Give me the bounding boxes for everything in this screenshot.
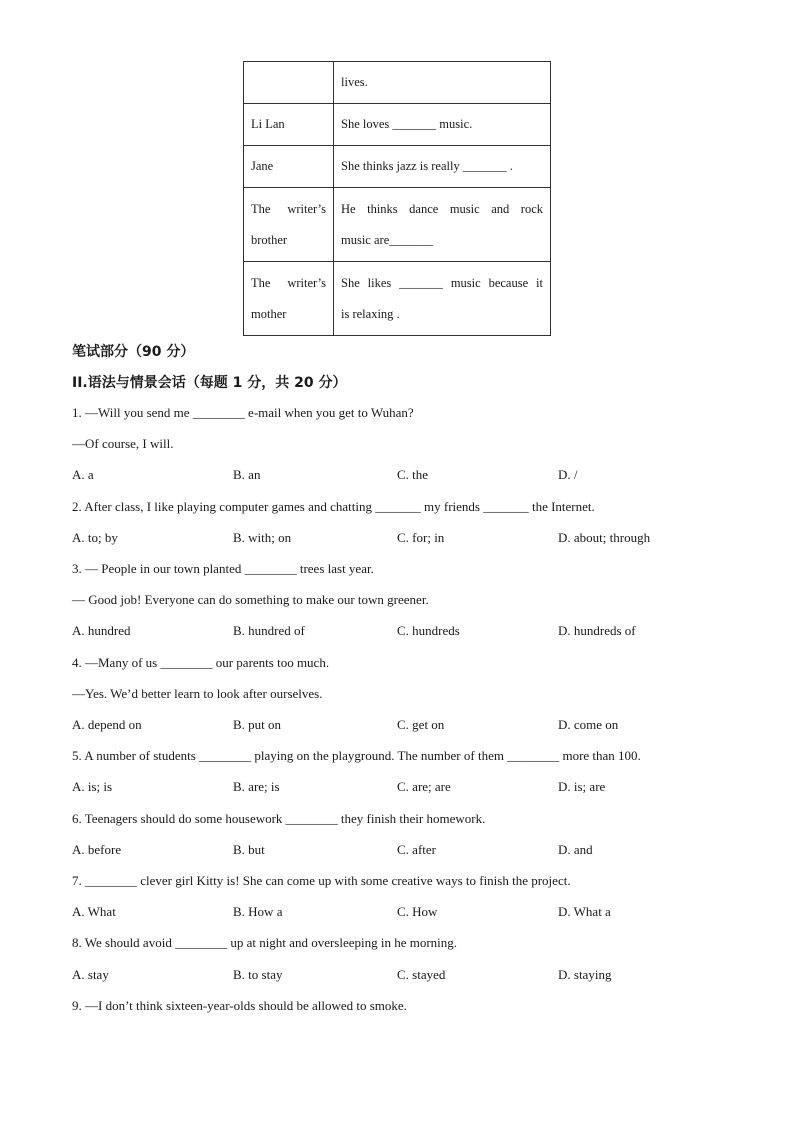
option-a: A. a: [72, 467, 94, 482]
option-d: D. about; through: [558, 530, 651, 545]
table-row: [244, 146, 551, 188]
option-a: A. hundred: [72, 623, 131, 638]
table-cell-name: [244, 262, 334, 336]
option-a: A. is; is: [72, 779, 113, 794]
table-row: [244, 104, 551, 146]
option-d: D. /: [558, 467, 578, 482]
option-c: C. hundreds: [397, 623, 460, 638]
info-table: [243, 61, 551, 336]
option-c: C. stayed: [397, 967, 446, 982]
option-a: A. depend on: [72, 717, 142, 732]
option-b: B. with; on: [233, 530, 292, 545]
table-cell-desc: She loves _______ music.: [334, 104, 551, 146]
option-c: C. are; are: [397, 779, 451, 794]
option-c: C. after: [397, 842, 436, 857]
table-cell-desc: [334, 262, 551, 336]
option-b: B. but: [233, 842, 265, 857]
table-cell-name: [244, 188, 334, 262]
option-b: B. to stay: [233, 967, 283, 982]
question-stem: — Good job! Everyone can do something to make our town greener.: [72, 592, 429, 607]
option-d: D. staying: [558, 967, 612, 982]
option-b: B. are; is: [233, 779, 280, 794]
option-d: D. What a: [558, 904, 611, 919]
option-a: A. before: [72, 842, 122, 857]
question-stem: 5. A number of students ________ playing on the playground. The number of them ________ more than 100.: [72, 748, 641, 763]
question-stem: 1. —Will you send me ________ e-mail when you get to Wuhan?: [72, 405, 414, 420]
table-cell-name-line: mother: [251, 306, 287, 321]
option-b: B. an: [233, 467, 261, 482]
question-stem: 6. Teenagers should do some housework ________ they finish their homework.: [72, 811, 486, 826]
option-c: C. get on: [397, 717, 445, 732]
question-stem: 2. After class, I like playing computer games and chatting _______ my friends _______ the Internet.: [72, 499, 595, 514]
option-c: C. for; in: [397, 530, 445, 545]
table-cell-name: [244, 62, 334, 104]
table-cell-desc-line: He thinks dance music and rock: [341, 201, 543, 216]
question-stem: 9. —I don’t think sixteen-year-olds should be allowed to smoke.: [72, 998, 407, 1013]
option-a: A. to; by: [72, 530, 118, 545]
table-cell-desc-line: music are_______: [341, 232, 433, 247]
written-part-heading: 笔试部分（90 分）: [72, 344, 195, 360]
table-cell-desc: She thinks jazz is really _______ .: [334, 146, 551, 188]
table-row: [244, 188, 551, 262]
table-cell-desc-line: She likes _______ music because it: [341, 275, 543, 290]
question-stem: 3. — People in our town planted ________ trees last year.: [72, 561, 374, 576]
question-stem: 8. We should avoid ________ up at night and oversleeping in he morning.: [72, 935, 458, 950]
option-c: C. the: [397, 467, 429, 482]
table-cell-name: Li Lan: [244, 104, 334, 146]
table-cell-desc-line: is relaxing .: [341, 306, 400, 321]
section-heading: II.语法与情景会话（每题 1 分，共 20 分）: [72, 375, 347, 391]
option-a: A. What: [72, 904, 116, 919]
table-cell-desc: [334, 188, 551, 262]
table-row: [244, 262, 551, 336]
table-cell-name-line: The writer’s: [251, 275, 326, 290]
option-a: A. stay: [72, 967, 109, 982]
table-row: [244, 62, 551, 104]
option-b: B. hundred of: [233, 623, 305, 638]
option-d: D. and: [558, 842, 593, 857]
option-c: C. How: [397, 904, 438, 919]
question-stem: —Yes. We’d better learn to look after ourselves.: [72, 686, 323, 701]
option-b: B. put on: [233, 717, 282, 732]
question-stem: 7. ________ clever girl Kitty is! She can come up with some creative ways to finish the project.: [72, 873, 571, 888]
table-cell-name-line: brother: [251, 232, 288, 247]
table-cell-desc: lives.: [334, 62, 551, 104]
table-cell-name: Jane: [244, 146, 334, 188]
question-stem: 4. —Many of us ________ our parents too much.: [72, 655, 330, 670]
option-d: D. is; are: [558, 779, 606, 794]
table-cell-name-line: The writer’s: [251, 201, 326, 216]
option-b: B. How a: [233, 904, 283, 919]
option-d: D. come on: [558, 717, 619, 732]
option-d: D. hundreds of: [558, 623, 636, 638]
question-stem: —Of course, I will.: [72, 436, 174, 451]
